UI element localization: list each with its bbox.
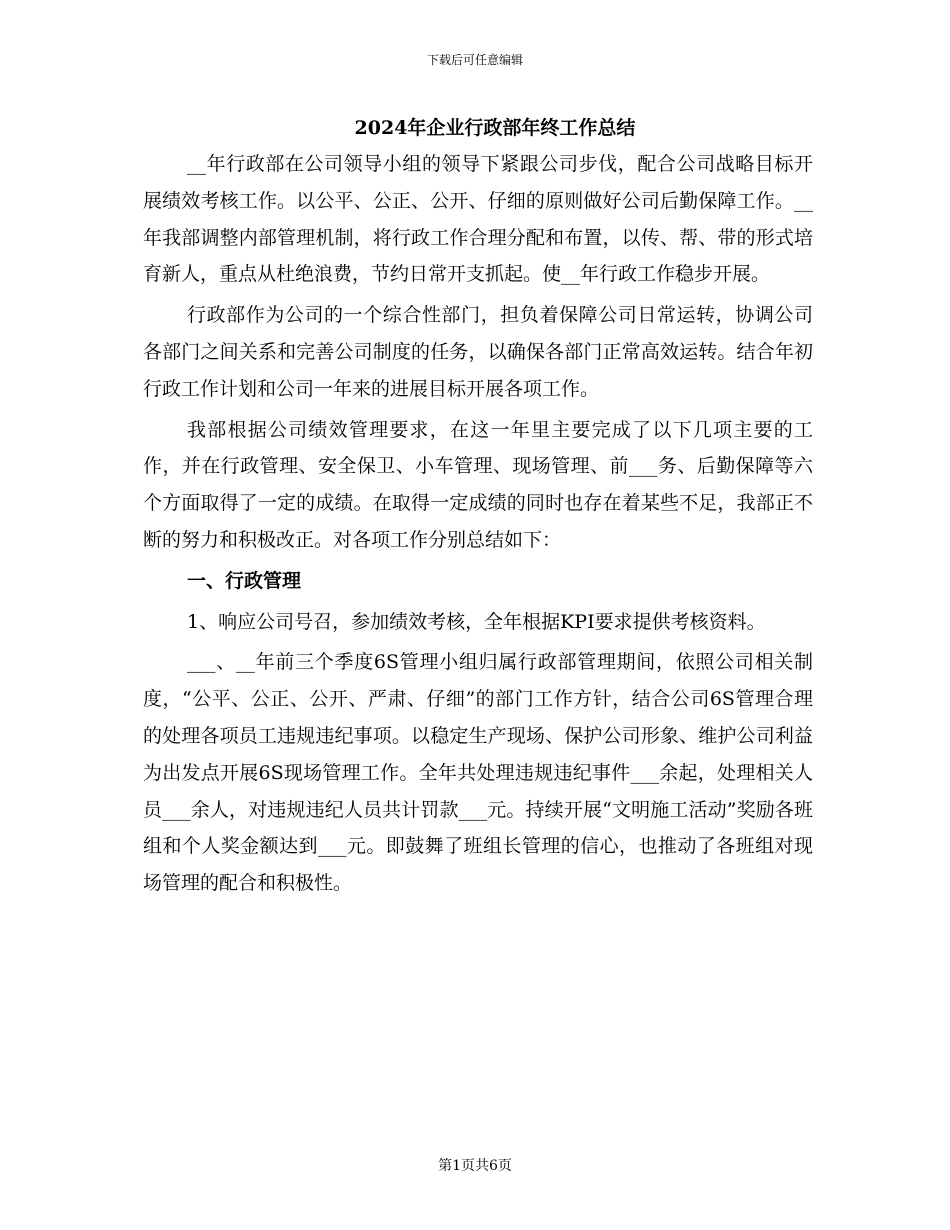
section-paragraph: ___、__年前三个季度6S管理小组归属行政部管理期间，依照公司相关制度，“公平、公正、公开、严肃、仔细”的部门工作方针，结合公司6S管理合理的处理各项员工违规违纪事项。以稳定生产现场、保护公司形象、维护公司利益为出发点开展6S现场管理工作。全年共处理违规违纪事件___余起，处理相关人员___余人，对违规违纪人员共计罚款___元。持续开展“文明施工活动”奖励各班组和个人奖金额达到___元。即鼓舞了班组长管理的信心，也推动了各班组对现场管理的配合和积极性。 <box>143 651 813 895</box>
body-paragraph: 行政部作为公司的一个综合性部门，担负着保障公司日常运转，协调公司各部门之间关系和完善公司制度的任务，以确保各部门正常高效运转。结合年初行政工作计划和公司一年来的进展目标开展各项工作。 <box>143 304 813 400</box>
section-paragraph: 1、响应公司号召，参加绩效考核，全年根据KPI要求提供考核资料。 <box>187 610 766 633</box>
body-paragraph: __年行政部在公司领导小组的领导下紧跟公司步伐，配合公司战略目标开展绩效考核工作。以公平、公正、公开、仔细的原则做好公司后勤保障工作。__年我部调整内部管理机制，将行政工作合理分配和布置，以传、帮、带的形式培育新人，重点从杜绝浪费，节约日常开支抓起。使__年行政工作稳步开展。 <box>143 153 813 286</box>
header-note: 下载后可任意编辑 <box>426 53 523 67</box>
document-title: 2024年企业行政部年终工作总结 <box>354 117 636 139</box>
page-footer: 第1页共6页 <box>438 1158 512 1174</box>
section-heading: 一、行政管理 <box>187 569 302 592</box>
document-body <box>143 146 813 906</box>
body-paragraph: 我部根据公司绩效管理要求，在这一年里主要完成了以下几项主要的工作，并在行政管理、安全保卫、小车管理、现场管理、前___务、后勤保障等六个方面取得了一定的成绩。在取得一定成绩的同时也存在着某些不足，我部正不断的努力和积极改正。对各项工作分别总结如下： <box>143 418 813 551</box>
